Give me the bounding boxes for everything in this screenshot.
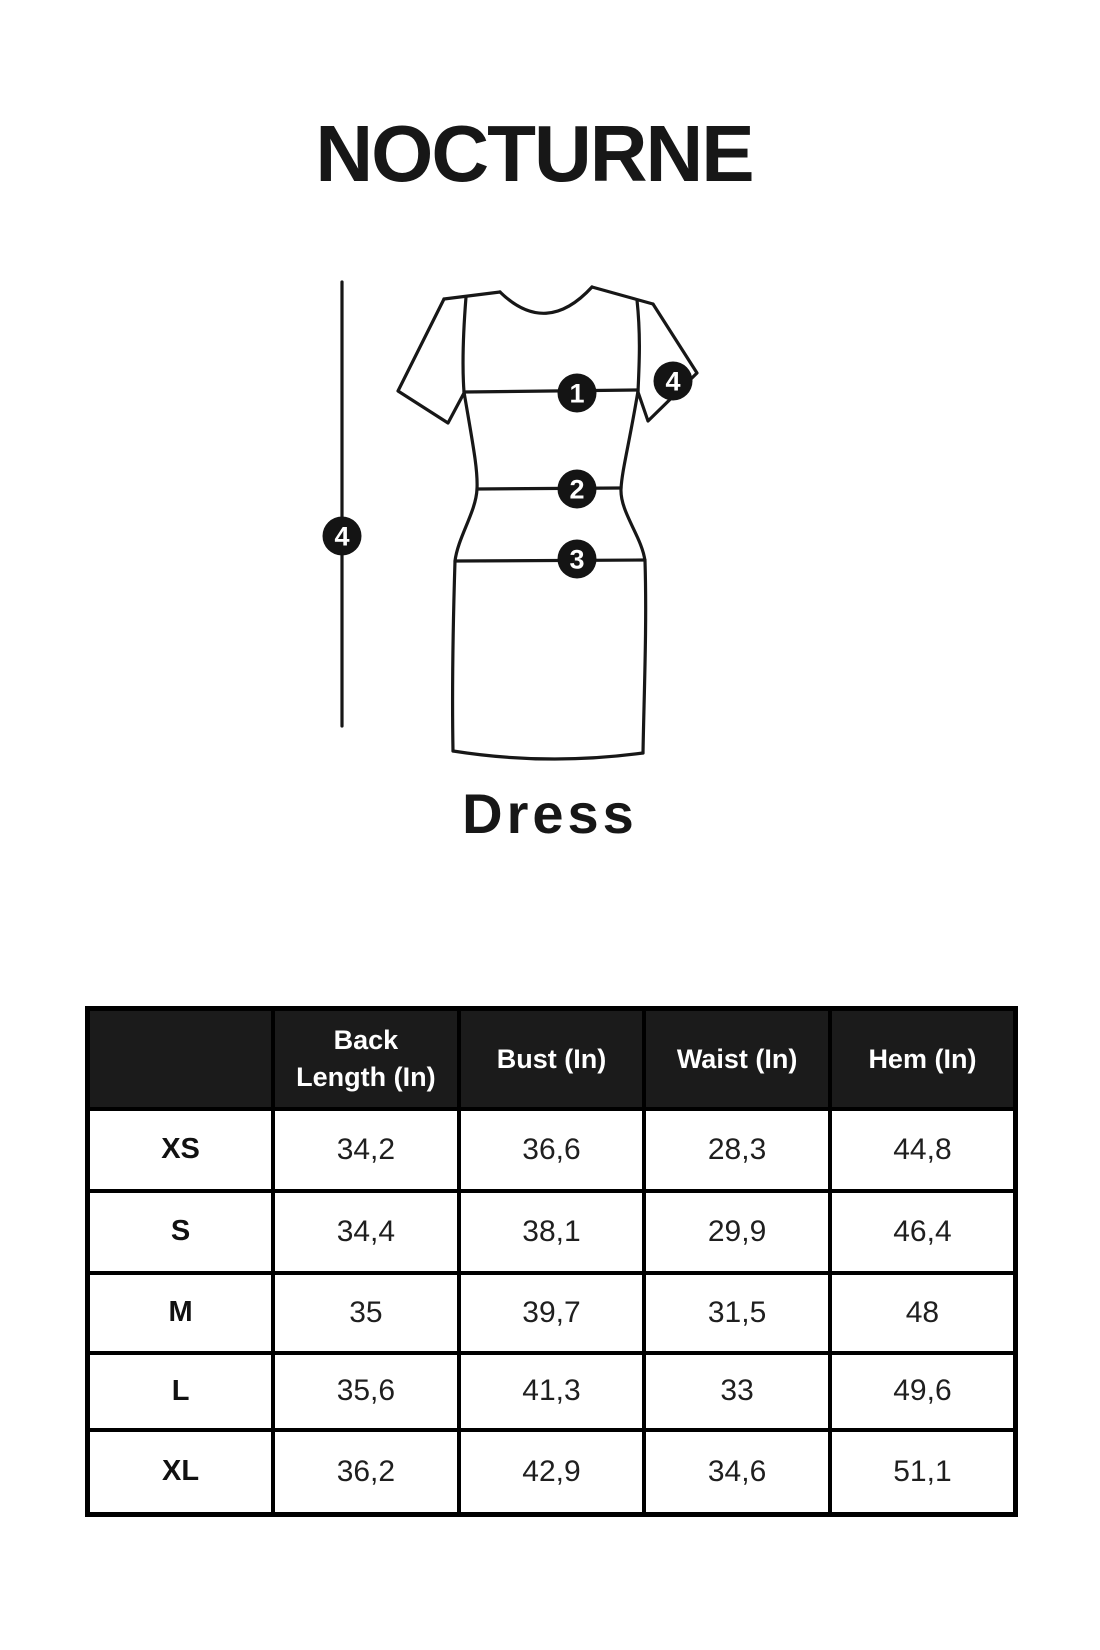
- bust-value: 36,6: [459, 1109, 645, 1191]
- bust-value: 42,9: [459, 1430, 645, 1515]
- size-label: M: [88, 1273, 274, 1353]
- left-sleeve: [398, 299, 464, 423]
- left-bodice-seam: [463, 297, 466, 392]
- header-empty-cell: [88, 1009, 274, 1109]
- header-back-length: Back Length (In): [273, 1009, 459, 1109]
- left-side-seam: [453, 392, 478, 751]
- back-length-value: 35,6: [273, 1353, 459, 1430]
- hem-edge: [453, 751, 643, 759]
- size-label: S: [88, 1191, 274, 1273]
- size-label: XS: [88, 1109, 274, 1191]
- waist-value: 31,5: [644, 1273, 830, 1353]
- right-bodice-seam: [637, 300, 639, 392]
- size-label: L: [88, 1353, 274, 1430]
- product-label: Dress: [462, 782, 638, 845]
- table-row-xs: [88, 1109, 1016, 1191]
- hem-value: 48: [830, 1273, 1016, 1353]
- waist-value: 34,6: [644, 1430, 830, 1515]
- marker-bust: [558, 374, 597, 413]
- right-side-seam: [621, 391, 646, 753]
- table-row-xl: [88, 1430, 1016, 1515]
- bust-value: 38,1: [459, 1191, 645, 1273]
- marker-waist: [558, 470, 597, 509]
- size-label: XL: [88, 1430, 274, 1515]
- hem-measure-line: [455, 560, 645, 561]
- header-bust: Bust (In): [459, 1009, 645, 1109]
- marker-sleeve-number: 4: [665, 366, 681, 397]
- back-length-value: 34,4: [273, 1191, 459, 1273]
- hem-value: 46,4: [830, 1191, 1016, 1273]
- marker-sleeve: [654, 362, 693, 401]
- header-hem: Hem (In): [830, 1009, 1016, 1109]
- header-waist: Waist (In): [644, 1009, 830, 1109]
- table-row-l: [88, 1353, 1016, 1430]
- bust-measure-line: [464, 390, 638, 392]
- left-shoulder-seam: [444, 292, 500, 299]
- marker-hem: [558, 540, 597, 579]
- dress-measurement-diagram: [270, 240, 730, 770]
- bust-value: 39,7: [459, 1273, 645, 1353]
- hem-value: 51,1: [830, 1430, 1016, 1515]
- waist-value: 33: [644, 1353, 830, 1430]
- waist-value: 29,9: [644, 1191, 830, 1273]
- waist-value: 28,3: [644, 1109, 830, 1191]
- right-shoulder-seam: [592, 287, 653, 304]
- table-row-s: [88, 1191, 1016, 1273]
- marker-back-length: [323, 517, 362, 556]
- marker-waist-number: 2: [569, 474, 585, 505]
- brand-title: NOCTURNE: [315, 109, 753, 198]
- back-length-value: 35: [273, 1273, 459, 1353]
- marker-back-length-number: 4: [334, 521, 350, 552]
- back-length-value: 36,2: [273, 1430, 459, 1515]
- back-length-value: 34,2: [273, 1109, 459, 1191]
- size-table: [85, 1006, 1018, 1517]
- size-table-header-row: [88, 1009, 1016, 1109]
- neckline: [500, 287, 592, 313]
- hem-value: 44,8: [830, 1109, 1016, 1191]
- marker-bust-number: 1: [569, 378, 585, 409]
- waist-measure-line: [477, 488, 621, 489]
- marker-hem-number: 3: [569, 544, 585, 575]
- table-row-m: [88, 1273, 1016, 1353]
- hem-value: 49,6: [830, 1353, 1016, 1430]
- bust-value: 41,3: [459, 1353, 645, 1430]
